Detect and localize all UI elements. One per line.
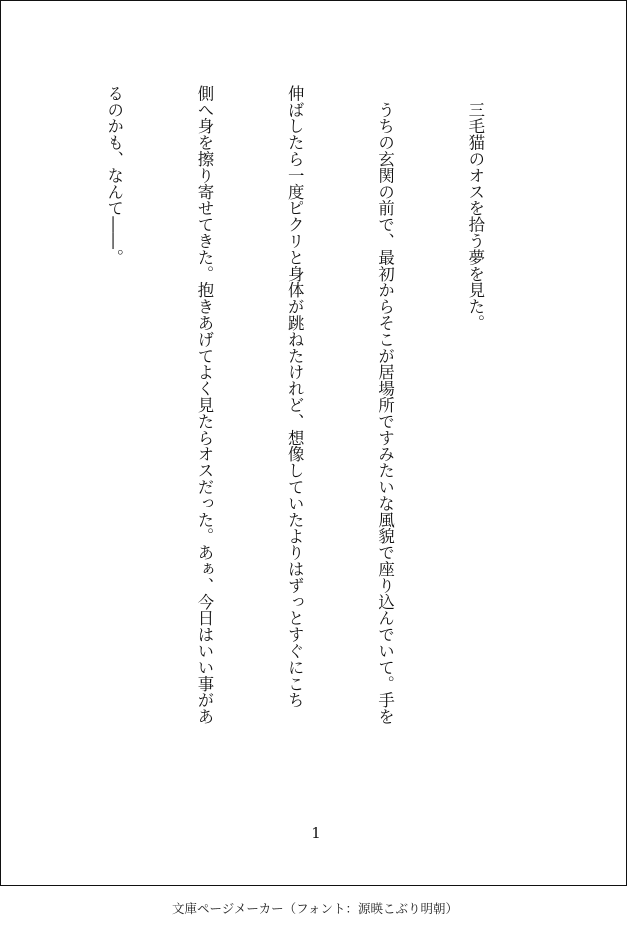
text-line: 伸ばしたら一度ピクリと身体が跳ねたけれど、想像していたよりはずっとすぐにこち — [285, 85, 305, 709]
footer-caption: 文庫ページメーカー（フォント：源暎こぶり明朝） — [171, 901, 458, 916]
blank-line — [8, 85, 38, 800]
text-line: 三毛猫のオスを拾う夢を見た。 — [465, 85, 485, 331]
text-line: 側へ身を擦り寄せてきた。抱きあげてよく見たらオスだった。あぁ、今日はいい事があ — [194, 85, 214, 725]
vertical-body-text — [0, 85, 550, 800]
page-number: 1 — [311, 824, 321, 842]
text-line: るのかも、なんて――。 — [104, 85, 124, 266]
text-line: うちの玄関の前で、最初からそこが居場所ですみたいな風貌で座り込んでいて。手を — [375, 85, 395, 725]
